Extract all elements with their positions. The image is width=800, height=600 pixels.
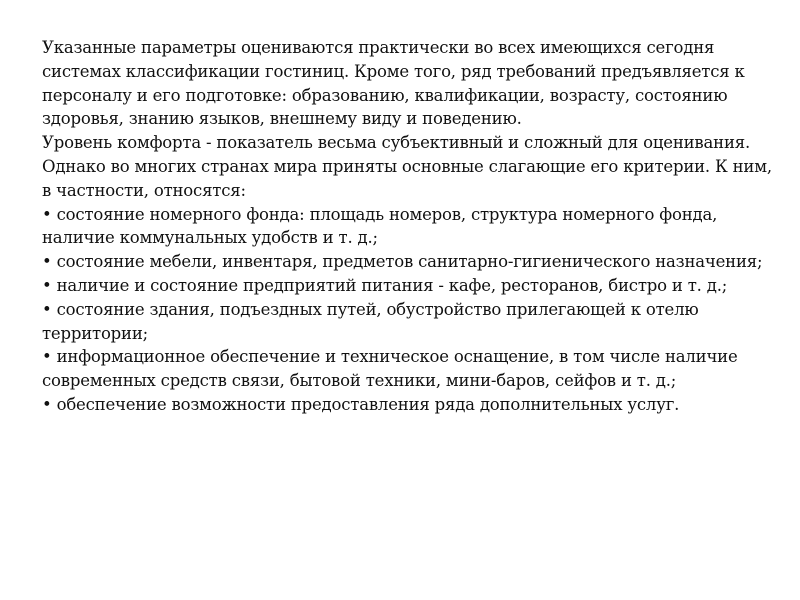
list-item: [42, 203, 778, 251]
bullet-icon: •: [42, 299, 52, 319]
list-item: [42, 393, 778, 417]
bullet-icon: •: [42, 204, 52, 224]
body-text: [42, 36, 778, 417]
list-item-text: состояние мебели, инвентаря, предметов санитарно-гигиенического назначения;: [56, 252, 763, 272]
list-item-text: состояние номерного фонда: площадь номеров, структура номерного фонда, наличие коммунальных удобств и т. д.;: [42, 204, 718, 248]
list-item: [42, 250, 778, 274]
list-item: [42, 345, 778, 393]
bullet-icon: •: [42, 347, 52, 367]
bullet-icon: •: [42, 252, 52, 272]
list-item-text: информационное обеспечение и техническое оснащение, в том числе наличие современных средств связи, бытовой техники, мини-баров, сейфов и т. д.;: [42, 347, 738, 391]
list-item-text: наличие и состояние предприятий питания - кафе, ресторанов, бистро и т. д.;: [56, 275, 728, 295]
list-item: [42, 274, 778, 298]
list-item-text: обеспечение возможности предоставления ряда дополнительных услуг.: [56, 394, 680, 414]
list-item: [42, 298, 778, 346]
comfort-paragraph: Уровень комфорта - показатель весьма субъективный и сложный для оценивания. Однако во многих странах мира приняты основные слагающие его критерии. К ним, в частности, относятся:: [42, 133, 772, 200]
intro-paragraph: Указанные параметры оцениваются практически во всех имеющихся сегодня системах классификации гостиниц. Кроме того, ряд требований предъявляется к персоналу и его подготовке: образованию, квалификации, возрасту, состоянию здоровья, знанию языков, внешнему виду и поведению.: [42, 38, 745, 129]
bullet-icon: •: [42, 394, 52, 414]
bullet-icon: •: [42, 275, 52, 295]
list-item-text: состояние здания, подъездных путей, обустройство прилегающей к отелю территории;: [42, 299, 699, 343]
